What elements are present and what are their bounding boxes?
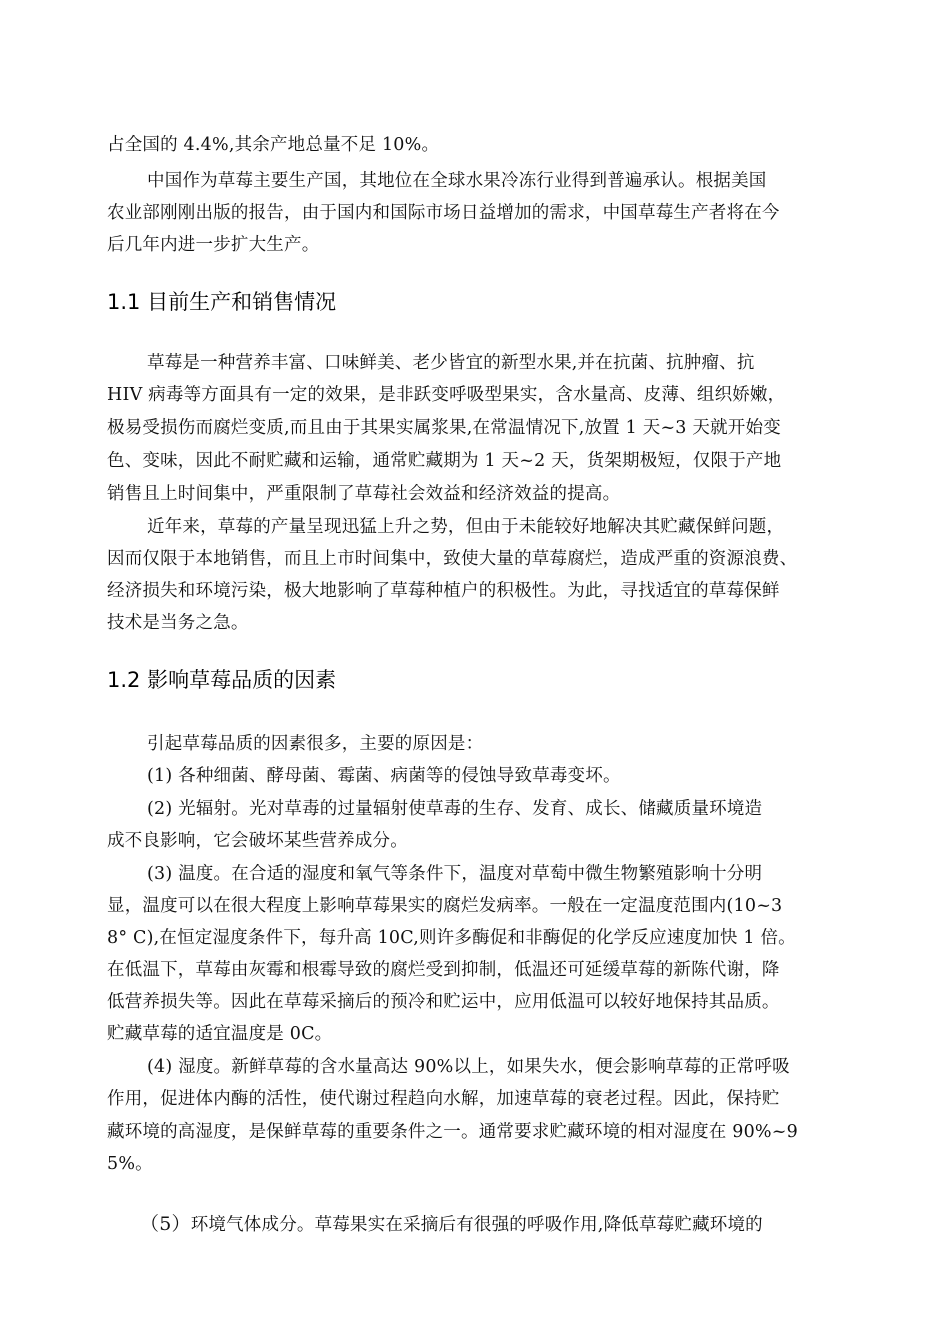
list-item-text: 环境气体成分。草莓果实在采摘后有很强的呼吸作用,降低草莓贮藏环境的	[190, 1215, 763, 1235]
text-line: 中国作为草莓主要生产国，其地位在全球水果冷冻行业得到普遍承认。根据美国	[147, 171, 767, 191]
section-heading: 1.1 目前生产和销售情况	[107, 290, 337, 314]
text-line: 藏环境的高湿度，是保鲜草莓的重要条件之一。通常要求贮藏环境的相对湿度在 90%~9	[107, 1122, 798, 1142]
text-line: 作用，促进体内酶的活性，使代谢过程趋向水解，加速草莓的衰老过程。因此，保持贮	[107, 1089, 780, 1109]
text-line: HIV 病毒等方面具有一定的效果，是非跃变呼吸型果实，含水量高、皮薄、组织娇嫩，	[107, 385, 786, 405]
text-line: 草莓是一种营养丰富、口味鲜美、老少皆宜的新型水果,并在抗菌、抗肿瘤、抗	[147, 353, 755, 373]
text-line: 色、变味，因此不耐贮藏和运输，通常贮藏期为 1 天~2 天，货架期极短，仅限于产地	[107, 451, 782, 471]
text-line: 经济损失和环境污染，极大地影响了草莓种植户的积极性。为此，寻找适宜的草莓保鲜	[107, 581, 780, 601]
text-line: 极易受损伤而腐烂变质,而且由于其果实属浆果,在常温情况下,放置 1 天~3 天就开始变	[107, 418, 781, 438]
text-line: 占全国的 4.4%,其余产地总量不足 10%。	[107, 135, 440, 155]
text-line: 显，温度可以在很大程度上影响草莓果实的腐烂发病率。一般在一定温度范围内(10~3	[107, 896, 783, 916]
text-line: 低营养损失等。因此在草莓采摘后的预冷和贮运中，应用低温可以较好地保持其品质。	[107, 992, 780, 1012]
list-item	[140, 1212, 763, 1237]
text-line: 技术是当务之急。	[107, 613, 249, 633]
text-line: 农业部刚刚出版的报告，由于国内和国际市场日益增加的需求，中国草莓生产者将在今	[107, 203, 780, 223]
text-line: 因而仅限于本地销售，而且上市时间集中，致使大量的草莓腐烂，造成严重的资源浪费、	[107, 549, 798, 569]
list-item-number: （5）	[140, 1213, 191, 1235]
section-heading: 1.2 影响草莓品质的因素	[107, 668, 337, 692]
text-line: 在低温下，草莓由灰霉和根霉导致的腐烂受到抑制，低温还可延缓草莓的新陈代谢，降	[107, 960, 780, 980]
text-line: 成不良影响，它会破坏某些营养成分。	[107, 831, 408, 851]
list-item: (4) 湿度。新鲜草莓的含水量高达 90%以上，如果失水，便会影响草莓的正常呼吸	[147, 1057, 790, 1077]
list-item: (2) 光辐射。光对草毒的过量辐射使草毒的生存、发育、成长、储藏质量环境造	[147, 799, 763, 819]
text-line: 销售且上时间集中，严重限制了草莓社会效益和经济效益的提高。	[107, 484, 621, 504]
list-item: (3) 温度。在合适的湿度和氧气等条件下，温度对草萄中微生物繁殖影响十分明	[147, 864, 763, 884]
text-line: 8° C),在恒定湿度条件下，每升高 10C,则许多酶促和非酶促的化学反应速度加快 1 倍。	[107, 928, 796, 948]
text-line: 后几年内进一步扩大生产。	[107, 235, 320, 255]
text-line: 引起草莓品质的因素很多，主要的原因是：	[147, 734, 484, 754]
list-item: (1) 各种细菌、酵母菌、霉菌、病菌等的侵蚀导致草毒变坏。	[147, 766, 621, 786]
text-line: 近年来，草莓的产量呈现迅猛上升之势，但由于未能较好地解决其贮藏保鲜问题，	[147, 517, 785, 537]
text-line: 5%。	[107, 1154, 153, 1174]
text-line: 贮藏草莓的适宜温度是 0C。	[107, 1024, 333, 1044]
